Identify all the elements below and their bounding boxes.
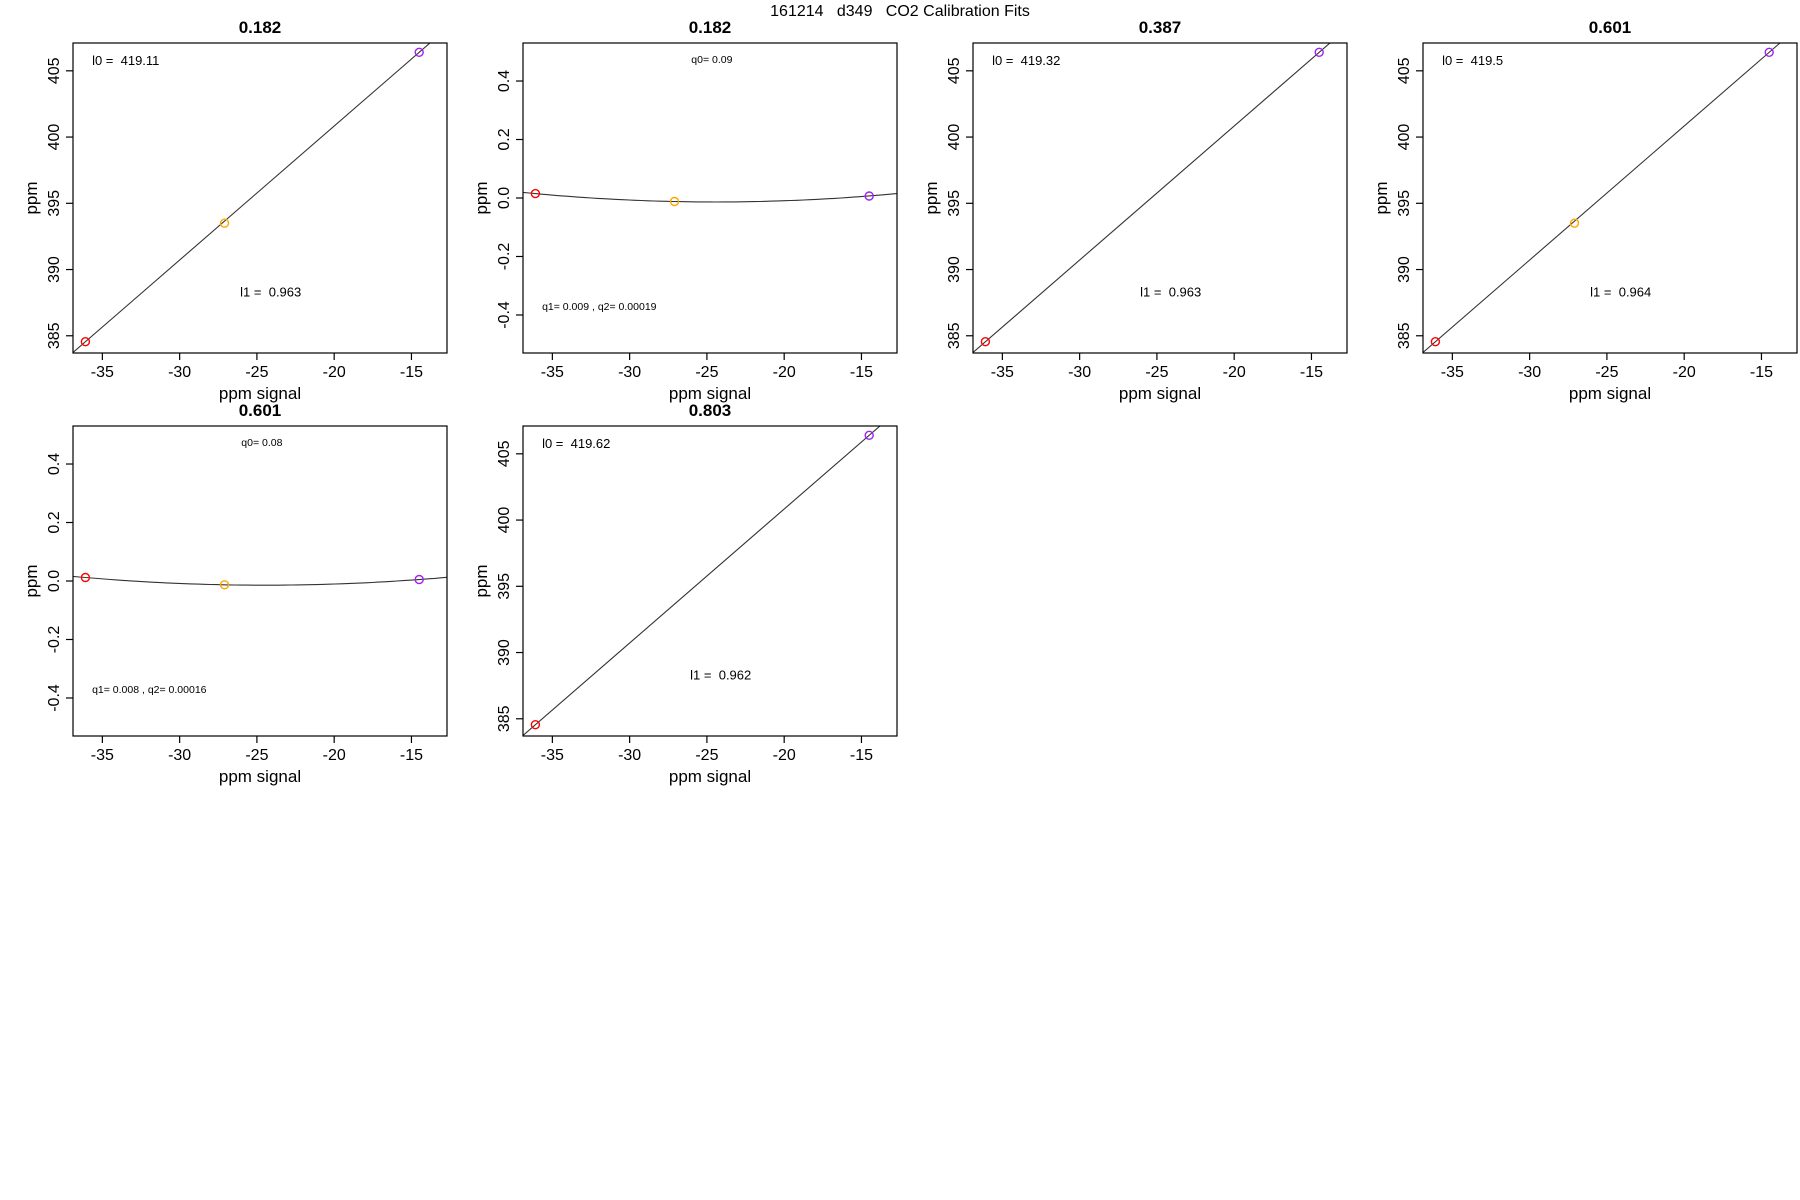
fit-line xyxy=(1423,28,1797,352)
x-tick-label: -20 xyxy=(1222,364,1246,381)
panel-title: 0.601 xyxy=(238,401,282,420)
main-title: 161214 d349 CO2 Calibration Fits xyxy=(770,3,1030,20)
y-tick-label: 0.4 xyxy=(46,452,63,476)
x-tick-label: -35 xyxy=(540,747,564,764)
y-tick-label: -0.4 xyxy=(496,301,513,329)
y-axis-label: ppm xyxy=(22,181,41,215)
x-tick-label: -35 xyxy=(90,747,114,764)
fit-coefficient-label: l1 = 0.963 xyxy=(240,284,302,300)
x-tick-label: -35 xyxy=(540,364,564,381)
x-tick-label: -20 xyxy=(772,747,796,764)
panel-title: 0.182 xyxy=(688,18,732,37)
x-tick-label: -30 xyxy=(618,364,642,381)
y-tick-label: 385 xyxy=(46,322,63,350)
calibration-panel xyxy=(472,18,897,403)
x-tick-label: -30 xyxy=(1068,364,1092,381)
y-tick-label: -0.4 xyxy=(46,684,63,712)
y-tick-label: 385 xyxy=(946,322,963,350)
calibration-panel xyxy=(1372,18,1797,403)
y-tick-label: 400 xyxy=(946,123,963,151)
x-tick-label: -20 xyxy=(1672,364,1696,381)
fit-coefficient-label: l1 = 0.962 xyxy=(690,667,752,683)
y-tick-label: 405 xyxy=(946,57,963,85)
x-tick-label: -35 xyxy=(1440,364,1464,381)
calibration-panel xyxy=(472,401,897,786)
x-tick-label: -20 xyxy=(322,364,346,381)
y-tick-label: 390 xyxy=(46,256,63,283)
fit-coefficient-label: l0 = 419.62 xyxy=(542,436,611,452)
x-axis-label: ppm signal xyxy=(668,767,752,786)
fit-line xyxy=(973,28,1347,352)
fit-line xyxy=(523,411,897,735)
fit-coefficient-label: l1 = 0.963 xyxy=(1140,284,1202,300)
x-tick-label: -30 xyxy=(1518,364,1542,381)
y-tick-label: 395 xyxy=(46,189,63,217)
y-tick-label: 395 xyxy=(1396,189,1413,217)
x-axis-label: ppm signal xyxy=(668,384,752,403)
y-tick-label: 395 xyxy=(496,572,513,600)
x-tick-label: -25 xyxy=(1145,364,1169,381)
y-tick-label: 385 xyxy=(1396,322,1413,350)
fit-coefficient-label: l0 = 419.5 xyxy=(1442,53,1504,69)
x-axis-label: ppm signal xyxy=(1568,384,1652,403)
y-axis-label: ppm xyxy=(472,564,491,598)
y-tick-label: 385 xyxy=(496,705,513,733)
panel-title: 0.601 xyxy=(1588,18,1632,37)
fit-line xyxy=(73,28,447,352)
x-axis-label: ppm signal xyxy=(218,384,302,403)
y-tick-label: 395 xyxy=(946,189,963,217)
y-tick-label: 0.2 xyxy=(46,511,63,534)
x-tick-label: -25 xyxy=(245,364,269,381)
fit-coefficient-label: q1= 0.008 , q2= 0.00016 xyxy=(92,684,207,697)
fit-coefficient-label: q0= 0.08 xyxy=(241,437,283,450)
y-tick-label: 390 xyxy=(946,256,963,283)
panel-title: 0.803 xyxy=(688,401,732,420)
y-tick-label: 0.2 xyxy=(496,128,513,151)
y-axis-label: ppm xyxy=(922,181,941,215)
y-tick-label: 400 xyxy=(46,123,63,151)
y-tick-label: 405 xyxy=(1396,57,1413,85)
fit-coefficient-label: l1 = 0.964 xyxy=(1590,284,1652,300)
x-tick-label: -25 xyxy=(695,747,719,764)
x-axis-label: ppm signal xyxy=(218,767,302,786)
x-tick-label: -15 xyxy=(1749,364,1774,381)
y-axis-label: ppm xyxy=(22,564,41,598)
y-axis-label: ppm xyxy=(1372,181,1391,215)
y-tick-label: -0.2 xyxy=(496,242,513,271)
y-tick-label: 0.0 xyxy=(496,186,513,210)
x-axis-label: ppm signal xyxy=(1118,384,1202,403)
plot-box xyxy=(523,426,897,736)
x-tick-label: -15 xyxy=(1299,364,1324,381)
x-tick-label: -25 xyxy=(695,364,719,381)
x-tick-label: -15 xyxy=(849,747,874,764)
fit-coefficient-label: l0 = 419.11 xyxy=(92,53,160,69)
plot-box xyxy=(973,43,1347,353)
x-tick-label: -15 xyxy=(399,747,424,764)
y-tick-label: 405 xyxy=(46,57,63,85)
y-tick-label: 405 xyxy=(496,440,513,468)
y-tick-label: 0.0 xyxy=(46,569,63,593)
x-tick-label: -15 xyxy=(849,364,874,381)
y-tick-label: 0.4 xyxy=(496,69,513,93)
y-tick-label: -0.2 xyxy=(46,625,63,654)
fit-coefficient-label: l0 = 419.32 xyxy=(992,53,1061,69)
x-tick-label: -25 xyxy=(245,747,269,764)
x-tick-label: -35 xyxy=(90,364,114,381)
plot-box xyxy=(1423,43,1797,353)
y-axis-label: ppm xyxy=(472,181,491,215)
y-tick-label: 400 xyxy=(496,506,513,534)
calibration-panel xyxy=(922,18,1347,403)
fit-coefficient-label: q1= 0.009 , q2= 0.00019 xyxy=(542,301,657,314)
panel-title: 0.387 xyxy=(1138,18,1182,37)
fit-line xyxy=(523,192,897,202)
x-tick-label: -20 xyxy=(322,747,346,764)
y-tick-label: 390 xyxy=(496,639,513,666)
x-tick-label: -20 xyxy=(772,364,796,381)
calibration-panel xyxy=(22,18,447,403)
y-tick-label: 390 xyxy=(1396,256,1413,283)
panel-title: 0.182 xyxy=(238,18,282,37)
x-tick-label: -35 xyxy=(990,364,1014,381)
y-tick-label: 400 xyxy=(1396,123,1413,151)
plot-box xyxy=(73,43,447,353)
x-tick-label: -25 xyxy=(1595,364,1619,381)
x-tick-label: -30 xyxy=(168,364,192,381)
x-tick-label: -30 xyxy=(168,747,192,764)
calibration-panel xyxy=(22,401,447,786)
x-tick-label: -15 xyxy=(399,364,424,381)
fit-line xyxy=(73,576,447,585)
x-tick-label: -30 xyxy=(618,747,642,764)
fit-coefficient-label: q0= 0.09 xyxy=(691,54,733,67)
